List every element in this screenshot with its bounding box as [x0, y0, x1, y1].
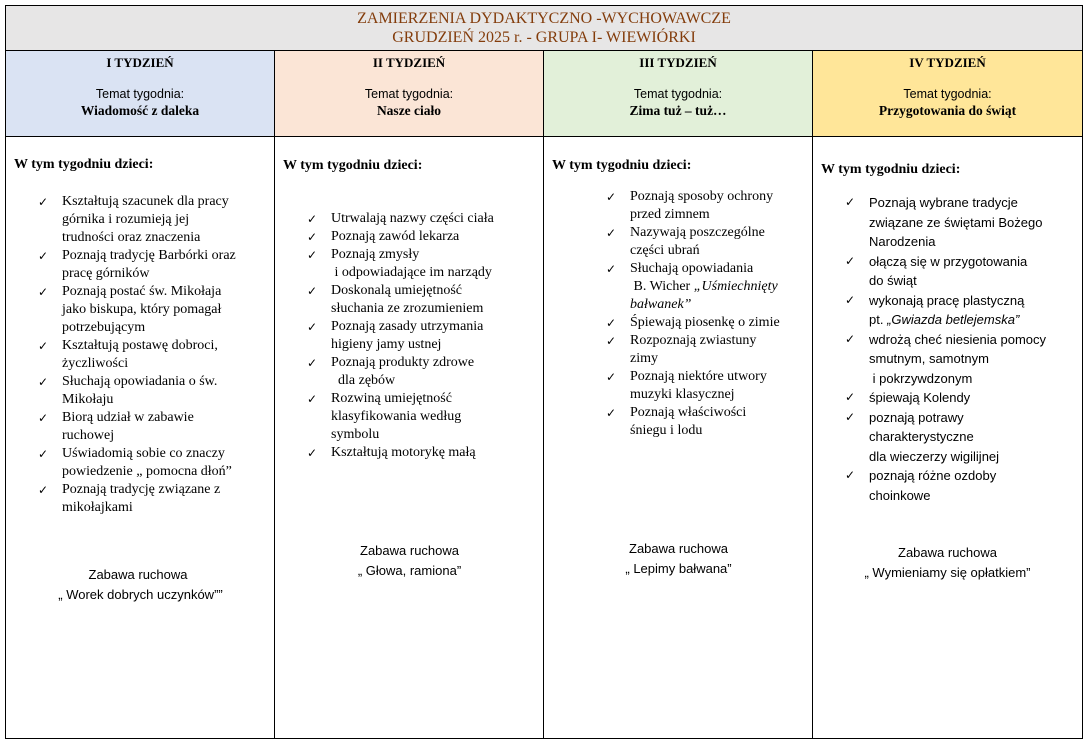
- check-icon: ✓: [845, 468, 856, 482]
- week-2-column: [275, 137, 544, 738]
- week-1-column: [6, 137, 275, 738]
- check-icon: ✓: [845, 390, 856, 404]
- check-icon: ✓: [606, 334, 617, 348]
- check-icon: ✓: [845, 409, 856, 424]
- week-4-intro: W tym tygodniu dzieci:: [821, 162, 961, 177]
- week-2-game: [275, 541, 544, 580]
- check-icon: ✓: [307, 356, 318, 370]
- list-item: ✓ Słuchają opowiadania B. Wicher „Uśmiechnięty bałwanek”: [606, 261, 778, 312]
- week-3-header: [544, 51, 813, 136]
- list-item: ✓ poznają różne ozdoby choinkowe: [845, 468, 997, 503]
- story-title-a: „Uśmiechnięty: [693, 279, 778, 294]
- list-item: ✓ Rozwiną umiejętność klasyfikowania według symbolu: [307, 391, 462, 442]
- week-2-list: [307, 210, 543, 462]
- list-item: ✓ Poznają tradycję Barbórki oraz pracę górników: [38, 248, 236, 281]
- list-item: ✓ Poznają tradycję związane z mikołajkami: [38, 482, 221, 515]
- check-icon: ✓: [606, 370, 617, 384]
- check-icon: ✓: [307, 248, 318, 262]
- check-icon: ✓: [845, 195, 856, 209]
- list-item: ✓ śpiewają Kolendy: [845, 388, 1081, 408]
- list-item: ✓ Poznają zmysły i odpowiadające im narządy: [307, 247, 492, 280]
- check-icon: ✓: [307, 284, 318, 298]
- week-3-name: III TYDZIEŃ: [639, 55, 717, 70]
- check-icon: ✓: [38, 195, 49, 209]
- title-bar: [6, 6, 1082, 51]
- game-label: Zabawa ruchowa: [629, 541, 728, 556]
- check-icon: ✓: [38, 483, 49, 497]
- check-icon: ✓: [845, 253, 856, 268]
- week-1-game: [6, 565, 275, 604]
- list-item: ✓ Doskonalą umiejętność słuchania ze zrozumieniem: [307, 283, 484, 316]
- list-item: ✓ Kształtują motorykę małą: [307, 445, 476, 460]
- list-item: ✓ poznają potrawy charakterystyczne dla wieczerzy wigilijnej: [845, 409, 1000, 464]
- list-item: ✓ Nazywają poszczególne części ubrań: [606, 225, 765, 258]
- list-item: ✓ Poznają postać św. Mikołaja jako biskupa, który pomagał potrzebującym: [38, 284, 222, 335]
- week-3-topic: Zima tuż – tuż…: [629, 103, 727, 118]
- check-icon: ✓: [307, 230, 318, 244]
- check-icon: ✓: [38, 447, 49, 461]
- week-3-topic-label: Temat tygodnia:: [633, 87, 723, 101]
- list-item: ✓ wdrożą cheć niesienia pomocy smutnym, samotnym i pokrzywdzonym: [845, 331, 1047, 386]
- game-label: Zabawa ruchowa: [360, 543, 459, 558]
- check-icon: ✓: [307, 320, 318, 334]
- list-item: ✓ Kształtują szacunek dla pracy górnika i rozumieją jej trudności oraz znaczenia: [38, 194, 229, 245]
- week-4-name: IV TYDZIEŃ: [909, 55, 986, 70]
- list-item: ✓ Poznają niektóre utwory muzyki klasycznej: [606, 369, 767, 402]
- week-4-column: [813, 137, 1082, 738]
- game-name: „ Głowa, ramiona”: [357, 562, 462, 578]
- week-2-intro: W tym tygodniu dzieci:: [283, 158, 423, 173]
- week-1-header: [6, 51, 275, 136]
- week-4-topic-label: Temat tygodnia:: [903, 87, 992, 101]
- week-2-topic: Nasze ciało: [376, 103, 442, 118]
- week-content-row: [6, 137, 1082, 738]
- check-icon: ✓: [38, 375, 49, 389]
- game-label: Zabawa ruchowa: [88, 567, 188, 582]
- week-4-list: [845, 193, 1081, 505]
- week-3-column: [544, 137, 813, 738]
- game-name: „ Worek dobrych uczynków””: [58, 586, 223, 602]
- list-item: ✓ Poznają zasady utrzymania higieny jamy ustnej: [307, 319, 484, 352]
- check-icon: ✓: [845, 331, 856, 346]
- week-4-game: [813, 543, 1082, 582]
- story-title-b: bałwanek”: [630, 297, 692, 312]
- title-line-1: ZAMIERZENIA DYDAKTYCZNO -WYCHOWAWCZE: [357, 10, 731, 27]
- title-line-2: GRUDZIEŃ 2025 r. - GRUPA I- WIEWIÓRKI: [392, 29, 696, 46]
- check-icon: ✓: [38, 285, 49, 299]
- check-icon: ✓: [845, 292, 856, 307]
- check-icon: ✓: [38, 339, 49, 353]
- list-item: ✓ wykonają pracę plastyczną pt. „Gwiazda betlejemska”: [845, 292, 1025, 327]
- list-item: ✓ Poznają zawód lekarza: [307, 229, 460, 244]
- game-label: Zabawa ruchowa: [898, 545, 997, 560]
- week-3-intro: W tym tygodniu dzieci:: [552, 158, 692, 173]
- week-1-topic-label: Temat tygodnia:: [95, 87, 185, 101]
- week-1-intro: W tym tygodniu dzieci:: [14, 157, 154, 172]
- game-name: „ Wymieniamy się opłatkiem”: [864, 564, 1031, 580]
- week-1-name: I TYDZIEŃ: [106, 55, 174, 70]
- week-4-topic: Przygotowania do świąt: [878, 103, 1017, 118]
- check-icon: ✓: [38, 411, 49, 425]
- week-1-topic: Wiadomość z daleka: [80, 103, 200, 118]
- check-icon: ✓: [606, 316, 617, 330]
- week-3-list: [606, 188, 812, 440]
- check-icon: ✓: [307, 446, 318, 460]
- list-item: ✓ Biorą udział w zabawie ruchowej: [38, 410, 194, 443]
- check-icon: ✓: [38, 249, 49, 263]
- week-2-topic-label: Temat tygodnia:: [364, 87, 454, 101]
- week-2-header: [275, 51, 544, 136]
- game-name: „ Lepimy bałwana”: [625, 560, 732, 576]
- check-icon: ✓: [307, 212, 318, 226]
- check-icon: ✓: [307, 392, 318, 406]
- list-item: ✓ Poznają produkty zdrowe dla zębów: [307, 355, 475, 388]
- artwork-title: „Gwiazda betlejemska”: [887, 312, 1020, 327]
- list-item: ✓ Poznają sposoby ochrony przed zimnem: [606, 189, 774, 222]
- check-icon: ✓: [606, 226, 617, 240]
- list-item: ✓ ołączą się w przygotowania do świąt: [845, 253, 1028, 288]
- list-item: ✓ Poznają właściwości śniegu i lodu: [606, 405, 747, 438]
- check-icon: ✓: [606, 262, 617, 276]
- week-3-game: [544, 539, 813, 578]
- week-header-row: [6, 51, 1082, 137]
- check-icon: ✓: [606, 190, 617, 204]
- list-item: ✓ Uświadomią sobie co znaczy powiedzenie „ pomocna dłoń”: [38, 446, 232, 479]
- week-2-name: II TYDZIEŃ: [372, 55, 446, 70]
- week-1-list: [38, 193, 274, 517]
- week-4-header: [813, 51, 1082, 136]
- plan-table: [5, 5, 1083, 739]
- list-item: ✓ Słuchają opowiadania o św. Mikołaju: [38, 374, 218, 407]
- check-icon: ✓: [606, 406, 617, 420]
- list-item: ✓ Poznają wybrane tradycje związane ze świętami Bożego Narodzenia: [845, 195, 1043, 249]
- list-item: ✓ Kształtują postawę dobroci, życzliwości: [38, 338, 218, 371]
- list-item: ✓ Śpiewają piosenkę o zimie: [606, 315, 780, 330]
- list-item: ✓ Utrwalają nazwy części ciała: [307, 211, 494, 226]
- list-item: ✓ Rozpoznają zwiastuny zimy: [606, 333, 757, 366]
